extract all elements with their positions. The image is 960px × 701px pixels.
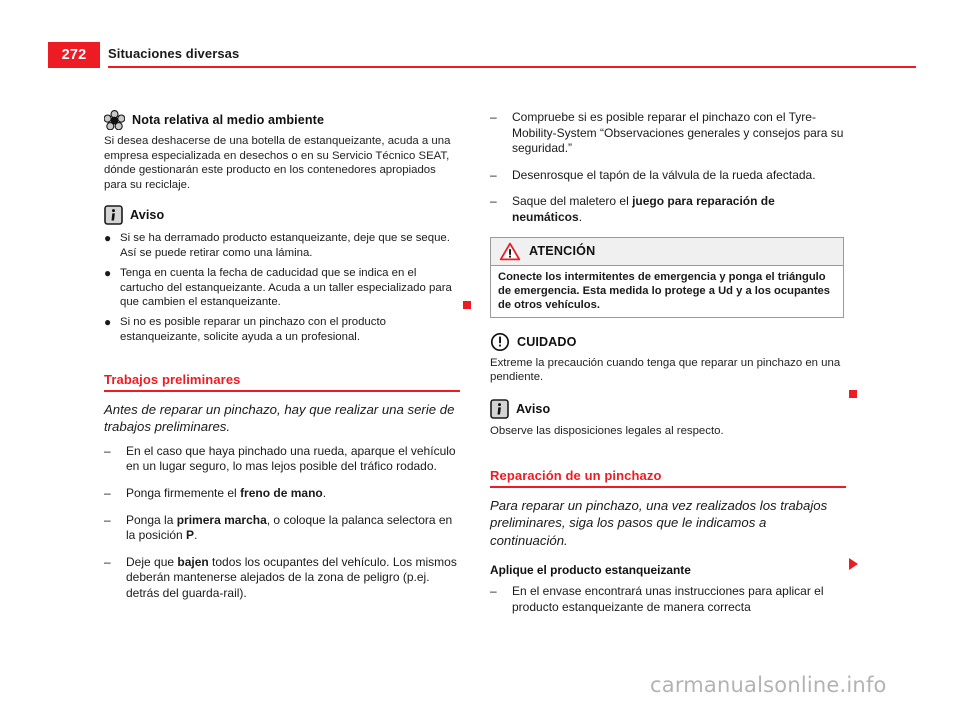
aviso-note-text-right: Observe las disposiciones legales al respecto. xyxy=(490,424,724,437)
caution-note-text: Extreme la precaución cuando tenga que reparar un pinchazo en una pendiente. xyxy=(490,356,841,384)
aviso-note-title: Aviso xyxy=(130,208,165,223)
caution-circle-icon xyxy=(490,332,510,352)
dash-bullet-icon: – xyxy=(104,554,111,569)
bullet-dot-icon: ● xyxy=(104,231,112,246)
repair-steps-list xyxy=(490,584,846,615)
preliminary-steps-list xyxy=(104,444,460,602)
list-item xyxy=(104,555,460,602)
list-item-text: En el envase encontrará unas instrucciones para aplicar el producto estanqueizante de manera correcta xyxy=(512,584,824,615)
environment-note-title: Nota relativa al medio ambiente xyxy=(132,113,325,127)
warning-triangle-icon xyxy=(499,242,521,261)
page-number: 272 xyxy=(48,42,100,68)
aviso-note-block-right xyxy=(490,399,846,439)
environment-note-block xyxy=(104,110,460,192)
attention-warning-header xyxy=(491,238,843,266)
list-item xyxy=(104,444,460,475)
dash-bullet-icon: – xyxy=(490,110,497,124)
section-end-marker xyxy=(463,301,471,309)
info-icon xyxy=(104,205,123,225)
attention-warning-text: Conecte los intermitentes de emergencia y ponga el triángulo de emergencia. Esta medida lo protege a Ud y a los ocupantes de otros vehículos. xyxy=(498,270,830,311)
list-item-text: Saque del maletero el juego para reparación de neumáticos. xyxy=(512,194,775,224)
dash-bullet-icon: – xyxy=(104,512,111,527)
list-item xyxy=(104,231,460,260)
section-intro-text: Para reparar un pinchazo, una vez realizados los trabajos preliminares, siga los pasos que le indicamos a continuación. xyxy=(490,497,828,548)
dash-bullet-icon: – xyxy=(104,486,111,500)
section-heading-underline xyxy=(490,486,846,488)
caution-note-title: CUIDADO xyxy=(517,334,577,349)
caution-note-header xyxy=(490,332,846,352)
section-intro-text: Antes de reparar un pinchazo, hay que realizar una serie de trabajos preliminares. xyxy=(104,401,455,435)
left-column xyxy=(104,110,460,613)
section-end-marker xyxy=(849,390,857,398)
list-item xyxy=(104,266,460,309)
list-item-text: En el caso que haya pinchado una rueda, aparque el vehículo en un lugar seguro, lo mas lejos posible del tráfico rodado. xyxy=(126,443,456,474)
dash-bullet-icon: – xyxy=(490,584,497,599)
list-item-text: Ponga firmemente el freno de mano. xyxy=(126,486,327,500)
page-header xyxy=(0,42,960,68)
section-heading-label: Reparación de un pinchazo xyxy=(490,468,662,484)
header-divider xyxy=(108,66,916,68)
subsection-heading: Aplique el producto estanqueizante xyxy=(490,563,691,578)
bullet-dot-icon: ● xyxy=(104,266,112,281)
list-item xyxy=(104,513,460,544)
bullet-dot-icon: ● xyxy=(104,315,112,330)
list-item xyxy=(490,110,846,157)
aviso-note-title-right: Aviso xyxy=(516,401,551,416)
flower-icon xyxy=(104,110,125,130)
dash-bullet-icon: – xyxy=(104,443,111,458)
list-item xyxy=(490,194,846,225)
section-heading-trabajos-preliminares xyxy=(104,372,460,392)
list-item-text: Si se ha derramado producto estanqueizante, deje que se seque. Así se puede retirar como una lámina. xyxy=(120,232,450,259)
aviso-note-block xyxy=(104,205,460,344)
aviso-note-header xyxy=(104,205,460,225)
preliminary-steps-continued-list xyxy=(490,110,846,226)
list-item-text: Compruebe si es posible reparar el pinchazo con el Tyre-Mobility-System “Observaciones generales y consejos para su seguridad.” xyxy=(512,110,844,156)
section-heading-underline xyxy=(104,390,460,392)
caution-note-block xyxy=(490,332,846,385)
list-item-text: Ponga la primera marcha, o coloque la palanca selectora en la posición P. xyxy=(126,512,453,543)
right-column xyxy=(490,110,846,627)
list-item xyxy=(104,315,460,344)
section-heading-reparacion xyxy=(490,468,846,488)
page-title: Situaciones diversas xyxy=(108,46,240,61)
aviso-note-header-right xyxy=(490,399,846,419)
list-item-text: Si no es posible reparar un pinchazo con el producto estanqueizante, solicite ayuda a un profesional. xyxy=(120,316,386,343)
info-icon xyxy=(490,399,509,419)
list-item-text: Desenrosque el tapón de la válvula de la rueda afectada. xyxy=(512,167,816,182)
list-item xyxy=(490,584,846,615)
attention-warning-title: ATENCIÓN xyxy=(529,244,596,259)
list-item-text: Deje que bajen todos los ocupantes del vehículo. Los mismos deberán mantenerse alejados de la zona de peligro (p.ej. detrás del guarda-rail). xyxy=(126,554,457,600)
aviso-bullet-list xyxy=(104,231,460,344)
dash-bullet-icon: – xyxy=(490,194,497,209)
continuation-marker-icon xyxy=(849,558,858,570)
dash-bullet-icon: – xyxy=(490,167,497,182)
watermark: carmanualsonline.info xyxy=(650,673,887,697)
environment-note-text: Si desea deshacerse de una botella de estanqueizante, acuda a una empresa especializada en desechos o en su Servicio Técnico SEAT, dónde gestionarán este producto en los contenedores apropiados para su reciclaje. xyxy=(104,135,451,191)
attention-warning-box xyxy=(490,237,844,318)
section-heading-label: Trabajos preliminares xyxy=(104,372,241,388)
list-item xyxy=(490,168,846,184)
environment-note-header xyxy=(104,110,460,130)
list-item-text: Tenga en cuenta la fecha de caducidad que se indica en el cartucho del estanqueizante. Acuda a un taller especializado para que cambien el estanqueizante. xyxy=(120,267,452,308)
list-item xyxy=(104,486,460,502)
